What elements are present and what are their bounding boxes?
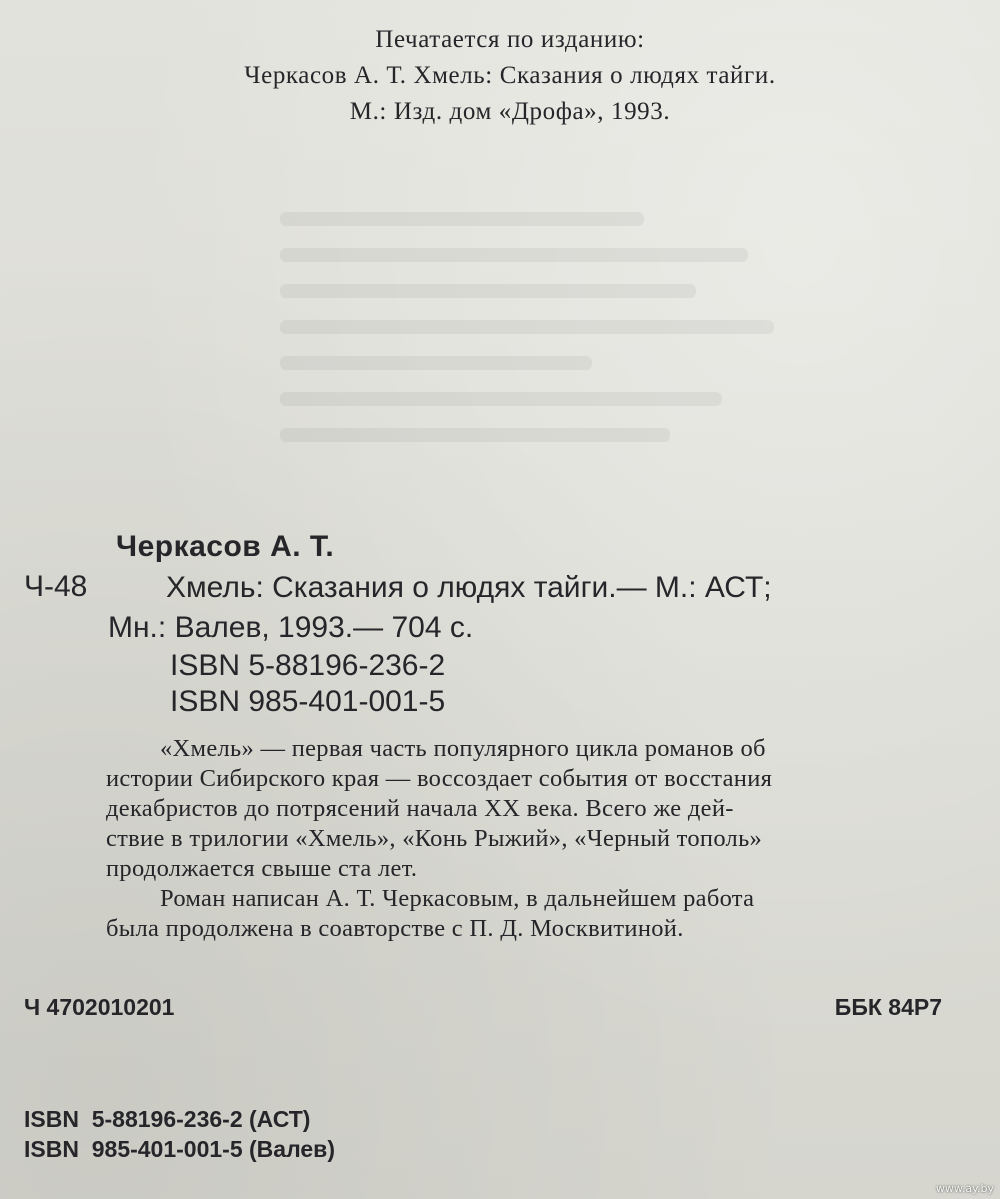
catalog-code: Ч-48: [24, 570, 88, 603]
annotation-line: была продолжена в соавторстве с П. Д. Москвитиной.: [106, 915, 684, 942]
annotation-line: «Хмель» — первая часть популярного цикла романов об: [160, 735, 766, 762]
annotation-line: декабристов до потрясений начала XX века. Всего же дей-: [106, 795, 734, 822]
show-through-text: [280, 190, 800, 530]
annotation-line: ствие в трилогии «Хмель», «Конь Рыжий», «Черный тополь»: [106, 825, 763, 852]
source-publisher-line: М.: Изд. дом «Дрофа», 1993.: [349, 98, 671, 125]
catalog-author: Черкасов А. Т.: [116, 530, 335, 563]
catalog-index-code: Ч 4702010201: [24, 994, 175, 1020]
annotation-line: истории Сибирского края — воссоздает события от восстания: [106, 765, 773, 792]
source-title-line: Черкасов А. Т. Хмель: Сказания о людях тайги.: [244, 62, 776, 89]
catalog-isbn-list: [170, 648, 445, 720]
source-heading: Печатается по изданию:: [375, 26, 645, 53]
biblio-line-title: Хмель: Сказания о людях тайги.— М.: АСТ;: [166, 571, 772, 604]
footer-isbn-ast: ISBN 5-88196-236-2 (АСТ): [24, 1106, 311, 1132]
site-watermark: www.ay.by: [935, 1182, 994, 1195]
catalog-isbn-2: ISBN 985-401-001-5: [170, 685, 446, 718]
annotation-line: Роман написан А. Т. Черкасовым, в дальнейшем работа: [160, 885, 755, 912]
biblio-line-publisher: Мн.: Валев, 1993.— 704 с.: [108, 611, 474, 644]
bbk-code: ББК 84Р7: [834, 994, 942, 1020]
annotation-block: [106, 734, 946, 944]
catalog-bibliographic-description: [108, 568, 958, 648]
annotation-line: продолжается свыше ста лет.: [106, 855, 418, 882]
catalog-isbn-1: ISBN 5-88196-236-2: [170, 649, 446, 682]
source-edition-block: [60, 22, 960, 130]
footer-isbn-list: [24, 1104, 335, 1164]
footer-isbn-valev: ISBN 985-401-001-5 (Валев): [24, 1136, 335, 1162]
